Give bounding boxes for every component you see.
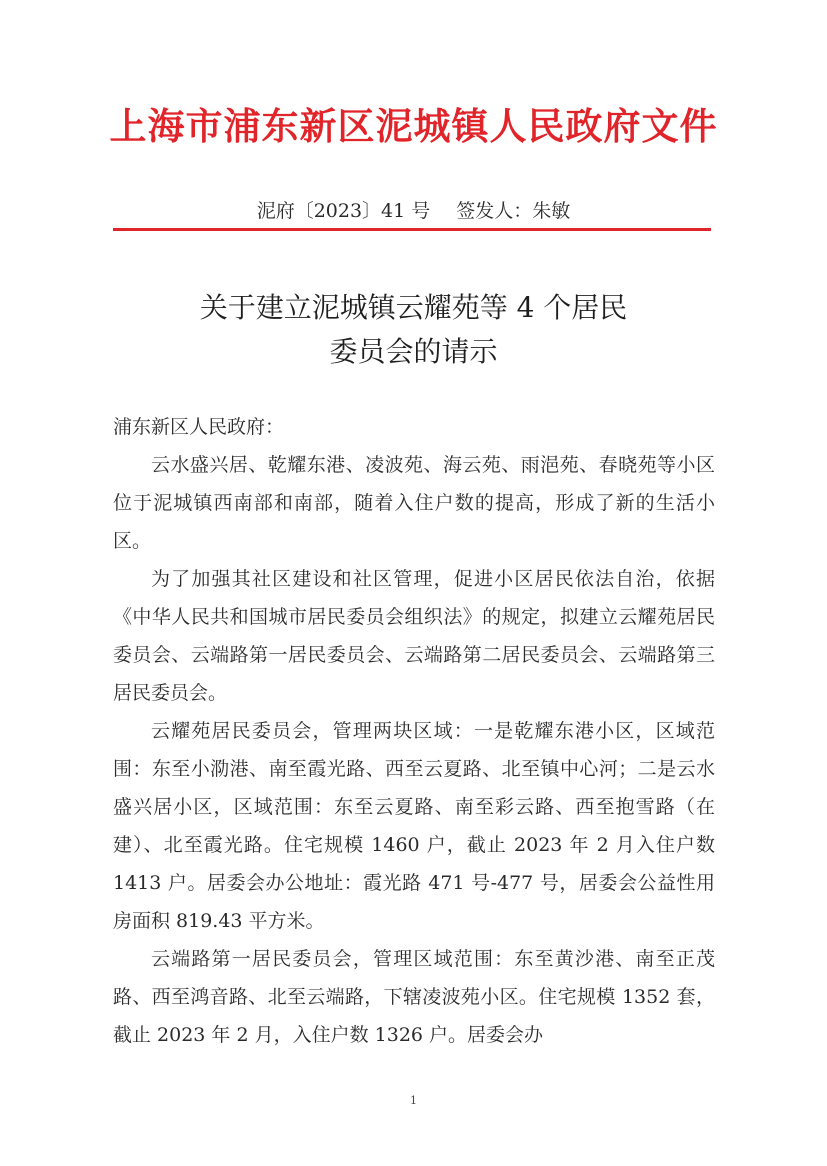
document-meta-line	[0, 196, 827, 223]
body-paragraph-4: 云端路第一居民委员会，管理区域范围：东至黄沙港、南至正茂路、西至鸿音路、北至云端路，下辖凌波苑小区。住宅规模 1352 套，截止 2023 年 2 月，入住户数 1326 户。居委会办	[113, 948, 715, 1046]
addressee: 浦东新区人民政府：	[113, 416, 285, 438]
document-body	[113, 446, 715, 1054]
page-number: 1	[410, 1094, 417, 1107]
body-paragraph-2: 为了加强其社区建设和社区管理，促进小区居民依法自治，依据《中华人民共和国城市居民委员会组织法》的规定，拟建立云耀苑居民委员会、云端路第一居民委员会、云端路第二居民委员会、云端路第三居民委员会。	[113, 568, 715, 704]
signer: 签发人：朱敏	[456, 200, 571, 222]
document-header-title: 上海市浦东新区泥城镇人民政府文件	[109, 104, 718, 148]
subject-line-2: 委员会的请示	[329, 335, 498, 368]
body-paragraph-1: 云水盛兴居、乾耀东港、凌波苑、海云苑、雨浥苑、春晓苑等小区位于泥城镇西南部和南部，随着入住户数的提高，形成了新的生活小区。	[113, 454, 715, 552]
document-subject	[0, 286, 827, 374]
subject-line-1: 关于建立泥城镇云耀苑等 4 个居民	[199, 291, 628, 324]
red-separator-rule	[113, 228, 711, 231]
body-paragraph-3: 云耀苑居民委员会，管理两块区域：一是乾耀东港小区，区域范围：东至小泐港、南至霞光路、西至云夏路、北至镇中心河；二是云水盛兴居小区，区域范围：东至云夏路、南至彩云路、西至抱雪路（在建）、北至霞光路。住宅规模 1460 户，截止 2023 年 2 月入住户数 1413 户。居委会办公地址：霞光路 471 号-477 号，居委会公益性用房面积 819.43 平方米。	[113, 720, 715, 932]
document-number: 泥府〔2023〕41 号	[256, 200, 431, 222]
